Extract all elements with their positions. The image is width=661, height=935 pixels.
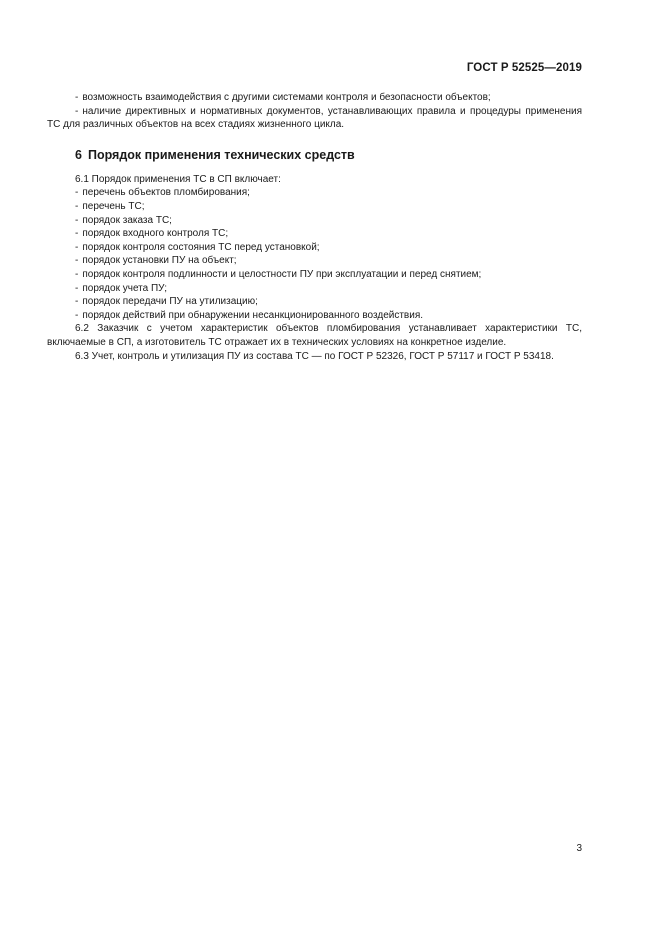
- list-item-text: возможность взаимодействия с другими системами контроля и безопасности объектов;: [82, 92, 491, 103]
- clause-list-item: [47, 254, 582, 268]
- list-dash: -: [75, 268, 79, 280]
- list-item-text: порядок передачи ПУ на утилизацию;: [82, 296, 258, 308]
- clause-list-item: [47, 227, 582, 241]
- list-item-text: наличие директивных и нормативных документов, устанавливающих правила и процедуры применения ТС для различных объектов на всех стадиях жизненного цикла.: [47, 105, 582, 131]
- clause-6-1-intro: 6.1 Порядок применения ТС в СП включает:: [75, 173, 281, 185]
- section-heading: [47, 147, 582, 163]
- list-dash: -: [75, 187, 79, 199]
- clause-list-item: [47, 214, 582, 228]
- clause-list-item: [47, 282, 582, 296]
- clause-6-3: 6.3 Учет, контроль и утилизация ПУ из состава ТС — по ГОСТ Р 52326, ГОСТ Р 57117 и ГОСТ Р 53418.: [75, 350, 554, 362]
- list-dash: -: [75, 309, 79, 321]
- section-title: Порядок применения технических средств: [87, 147, 355, 162]
- clause-list-item: [47, 268, 582, 282]
- list-item-text: порядок действий при обнаружении несанкционированного воздействия.: [82, 309, 424, 321]
- list-dash: -: [75, 200, 79, 212]
- clause-6-2: 6.2 Заказчик с учетом характеристик объектов пломбирования устанавливает характеристики ТС, включаемые в СП, а изготовитель ТС отражает их в технических условиях на конкретное изделие.: [47, 323, 582, 348]
- list-item-text: порядок контроля состояния ТС перед установкой;: [82, 241, 320, 253]
- document-code: ГОСТ Р 52525—2019: [466, 62, 582, 74]
- list-dash: -: [75, 241, 79, 253]
- section-number: 6: [75, 147, 82, 162]
- page-body: [47, 91, 582, 363]
- list-item-text: порядок входного контроля ТС;: [82, 228, 229, 240]
- list-item-text: перечень объектов пломбирования;: [82, 187, 250, 199]
- list-dash: -: [75, 214, 79, 226]
- list-dash: -: [75, 296, 79, 308]
- list-dash: -: [75, 228, 79, 240]
- list-dash: -: [75, 105, 79, 117]
- intro-list-item: [47, 105, 582, 132]
- intro-list-item: [47, 91, 582, 105]
- list-item-text: порядок установки ПУ на объект;: [82, 255, 237, 267]
- clause-list-item: [47, 295, 582, 309]
- clause-list-item: [47, 200, 582, 214]
- list-dash: -: [75, 282, 79, 294]
- list-dash: -: [75, 255, 79, 267]
- list-item-text: перечень ТС;: [82, 200, 145, 212]
- list-item-text: порядок учета ПУ;: [82, 282, 168, 294]
- list-item-text: порядок контроля подлинности и целостности ПУ при эксплуатации и перед снятием;: [82, 268, 482, 280]
- page-number: 3: [576, 843, 582, 854]
- list-item-text: порядок заказа ТС;: [82, 214, 172, 226]
- clause-list-item: [47, 309, 582, 323]
- list-dash: -: [75, 92, 79, 103]
- clause-list-item: [47, 241, 582, 255]
- clause-list-item: [47, 186, 582, 200]
